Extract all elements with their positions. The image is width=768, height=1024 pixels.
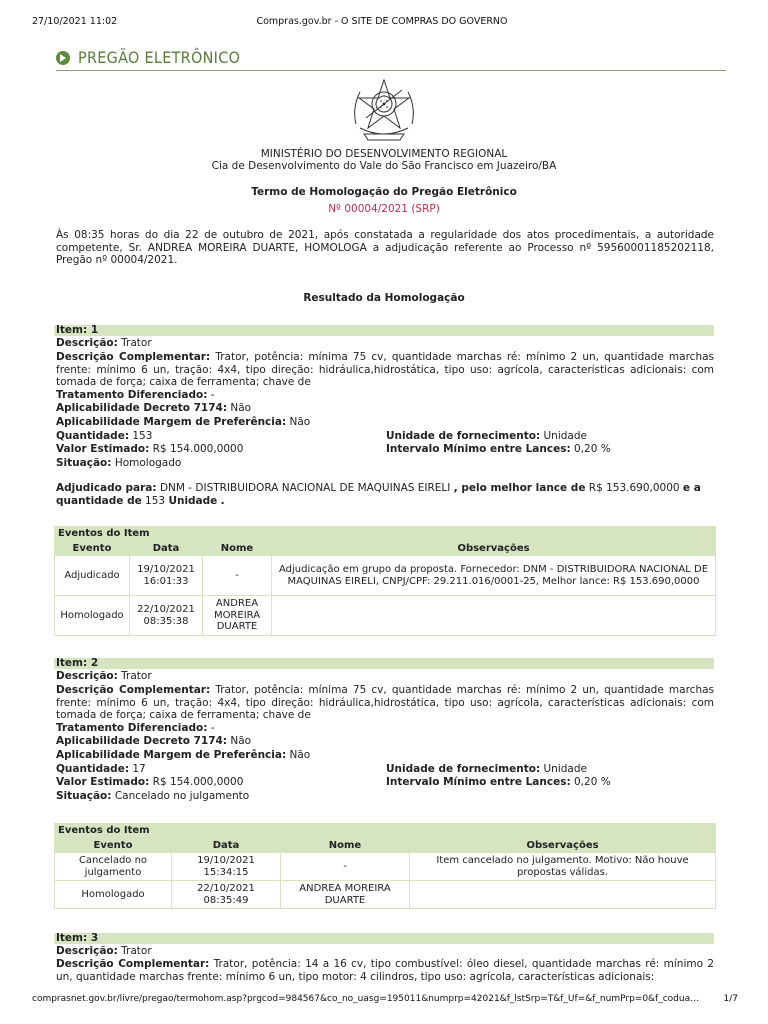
brand-bar [56,48,726,71]
item-2-quantidade: Quantidade: 17 [56,763,146,775]
page-number: 1/7 [723,994,738,1004]
item-2-descricao: Descrição: Trator [56,670,152,682]
item-2-header: Item: 2 [54,658,714,669]
col-data: Data [130,541,203,556]
col-observacoes: Observações [410,838,716,853]
item-2-unidade: Unidade de fornecimento: Unidade [386,763,587,775]
arrow-icon [56,51,70,65]
table-row: Homologado 22/10/2021 08:35:38 ANDREA MOREIRA DUARTE [55,596,716,636]
item-2-valor: Valor Estimado: R$ 154.000,0000 [56,776,244,788]
table-row: Adjudicado 19/10/2021 16:01:33 - Adjudicação em grupo da proposta. Fornecedor: DNM - DISTRIBUIDORA NACIONAL DE MAQUINAS EIRELI, CNPJ/CPF: 29.211.016/0001-25, Melhor lance: R$ 153.690,0000 [55,556,716,596]
item-2-events-table [54,823,716,909]
print-header [32,16,732,28]
item-2-tratamento: Tratamento Diferenciado: - [56,722,215,734]
print-url: comprasnet.gov.br/livre/pregao/termohom.asp?prgcod=984567&co_no_uasg=195011&numprp=42021&f_lstSrp=T&f_Uf=&f_numPrp=0&f_codua… [32,994,700,1004]
item-2-margem: Aplicabilidade Margem de Preferência: Não [56,749,311,761]
item-1-events-table [54,526,716,636]
ministry-block [0,148,768,172]
agency-name: Cia de Desenvolvimento do Vale do São Francisco em Juazeiro/BA [211,160,557,172]
item-3-header: Item: 3 [54,933,714,944]
intro-paragraph: Às 08:35 horas do dia 22 de outubro de 2021, após constatada a regularidade dos atos procedimentais, a autoridade competente, Sr. ANDREA MOREIRA DUARTE, HOMOLOGA a adjudicação referente ao Processo nº 59560001185202118, Pregão nº 00004/2021. [56,229,714,266]
col-observacoes: Observações [272,541,716,556]
brand-title: PREGÃO ELETRÔNICO [78,48,241,67]
item-2-intervalo: Intervalo Mínimo entre Lances: 0,20 % [386,776,611,788]
col-evento: Evento [55,541,130,556]
item-1-situacao: Situação: Homologado [56,457,182,469]
table-row: Homologado 22/10/2021 08:35:49 ANDREA MOREIRA DUARTE [55,881,716,909]
col-nome: Nome [203,541,272,556]
item-1-unidade: Unidade de fornecimento: Unidade [386,430,587,442]
print-title: Compras.gov.br - O SITE DE COMPRAS DO GOVERNO [256,16,508,27]
col-evento: Evento [55,838,172,853]
coat-of-arms-emblem [346,78,422,146]
ministry-name: MINISTÉRIO DO DESENVOLVIMENTO REGIONAL [260,148,508,160]
col-nome: Nome [281,838,410,853]
item-1-header: Item: 1 [54,325,714,336]
item-3-descricao: Descrição: Trator [56,945,152,957]
print-datetime: 27/10/2021 11:02 [32,16,118,27]
item-1-valor: Valor Estimado: R$ 154.000,0000 [56,443,244,455]
item-3-complementar: Descrição Complementar: Trator, potência: 14 a 16 cv, tipo combustível: óleo diesel, quantidade marchas ré: mínimo 2 un, quantidade marchas frente: mínimo 6 un, tipo motor: 4 cilindros, tipo uso: agrícola, características adicionais: [56,958,714,983]
table-row: Cancelado no julgamento 19/10/2021 15:34:15 - Item cancelado no julgamento. Motivo: Não houve propostas válidas. [55,853,716,881]
result-title: Resultado da Homologação [303,292,465,304]
item-1-decreto: Aplicabilidade Decreto 7174: Não [56,402,252,414]
item-2-complementar: Descrição Complementar: Trator, potência: mínima 75 cv, quantidade marchas ré: mínimo 2 un, quantidade marchas frente: mínimo 6 un, tração: 4x4, tipo direção: hidráulica,hidrostática, tipo uso: agrícola, características adicionais: com tomada de força; caixa de ferramenta; chave de [56,684,715,721]
item-1-complementar: Descrição Complementar: Trator, potência: mínima 75 cv, quantidade marchas ré: mínimo 2 un, quantidade marchas frente: mínimo 6 un, tração: 4x4, tipo direção: hidráulica,hidrostática, tipo uso: agrícola, características adicionais: com tomada de força; caixa de ferramenta; chave de [56,351,715,388]
item-1-margem: Aplicabilidade Margem de Preferência: Não [56,416,311,428]
events-caption: Eventos do Item [55,527,716,542]
item-1-descricao: Descrição: Trator [56,337,152,349]
item-1-tratamento: Tratamento Diferenciado: - [56,389,215,401]
item-1-intervalo: Intervalo Mínimo entre Lances: 0,20 % [386,443,611,455]
item-1-quantidade: Quantidade: 153 [56,430,153,442]
item-2-situacao: Situação: Cancelado no julgamento [56,790,250,802]
item-2-decreto: Aplicabilidade Decreto 7174: Não [56,735,252,747]
events-caption: Eventos do Item [55,824,716,839]
document-number: Nº 00004/2021 (SRP) [328,203,440,215]
document-title: Termo de Homologação do Pregão Eletrônico [251,186,517,198]
col-data: Data [172,838,281,853]
item-1-adjudicacao: Adjudicado para: DNM - DISTRIBUIDORA NACIONAL DE MAQUINAS EIRELI , pelo melhor lance de R$ 153.690,0000 e a quantidade de 153 Unidade . [56,482,701,507]
